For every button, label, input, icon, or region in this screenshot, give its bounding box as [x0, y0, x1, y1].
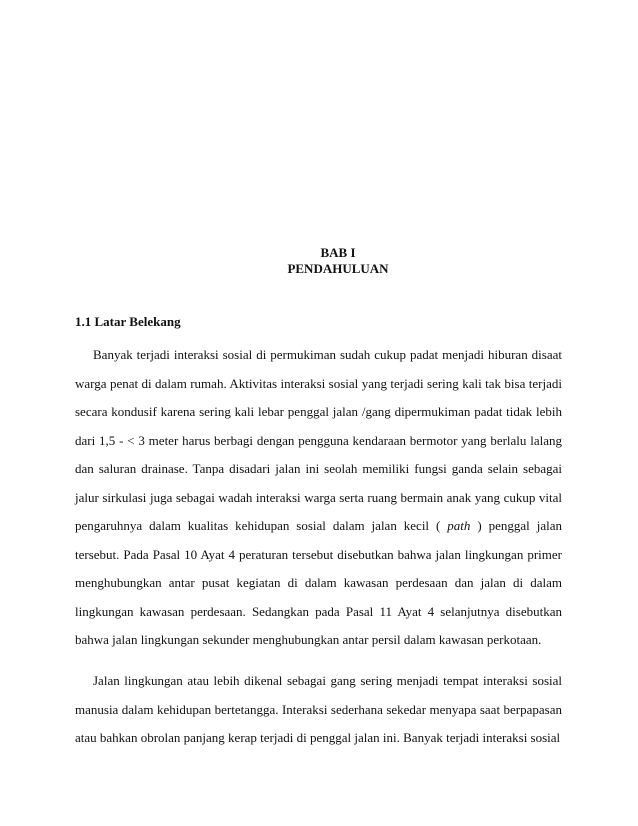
section-heading: 1.1 Latar Belekang	[75, 314, 181, 329]
paragraph-1	[75, 341, 562, 655]
paragraph-2: Jalan lingkungan atau lebih dikenal sebagai gang sering menjadi tempat interaksi sosial manusia dalam kehidupan bertetangga. Interaksi sederhana sekedar menyapa saat berpapasan atau bahkan obrolan panjang kerap terjadi di penggal jalan ini. Banyak terjadi interaksi sosial	[75, 673, 562, 745]
paragraph-1-text-b: ) penggal jalan tersebut. Pada Pasal 10 Ayat 4 peraturan tersebut disebutkan bahwa jalan lingkungan primer menghubungkan antar pusat kegiatan di dalam kawasan perdesaan dan jalan di dalam lingkungan kawasan perdesaan. Sedangkan pada Pasal 11 Ayat 4 selanjutnya disebutkan bahwa jalan lingkungan sekunder menghubungkan antar persil dalam kawasan perkotaan.	[75, 518, 562, 647]
chapter-title: PENDAHULUAN	[287, 261, 389, 276]
chapter-number: BAB I	[320, 245, 356, 260]
paragraph-1-italic-term: path	[440, 518, 478, 533]
paragraph-1-text-a: Banyak terjadi interaksi sosial di permukiman sudah cukup padat menjadi hiburan disaat warga penat di dalam rumah. Aktivitas interaksi sosial yang terjadi sering kali tak bisa terjadi secara kondusif karena sering kali lebar penggal jalan /gang dipermukiman padat tidak lebih dari 1,5 - < 3 meter harus berbagi dengan pengguna kendaraan bermotor yang berlalu lalang dan saluran drainase. Tanpa disadari jalan ini seolah memiliki fungsi ganda selain sebagai jalur sirkulasi juga sebagai wadah interaksi warga serta ruang bermain anak yang cukup vital pengaruhnya dalam kualitas kehidupan sosial dalam jalan kecil (	[75, 347, 562, 533]
